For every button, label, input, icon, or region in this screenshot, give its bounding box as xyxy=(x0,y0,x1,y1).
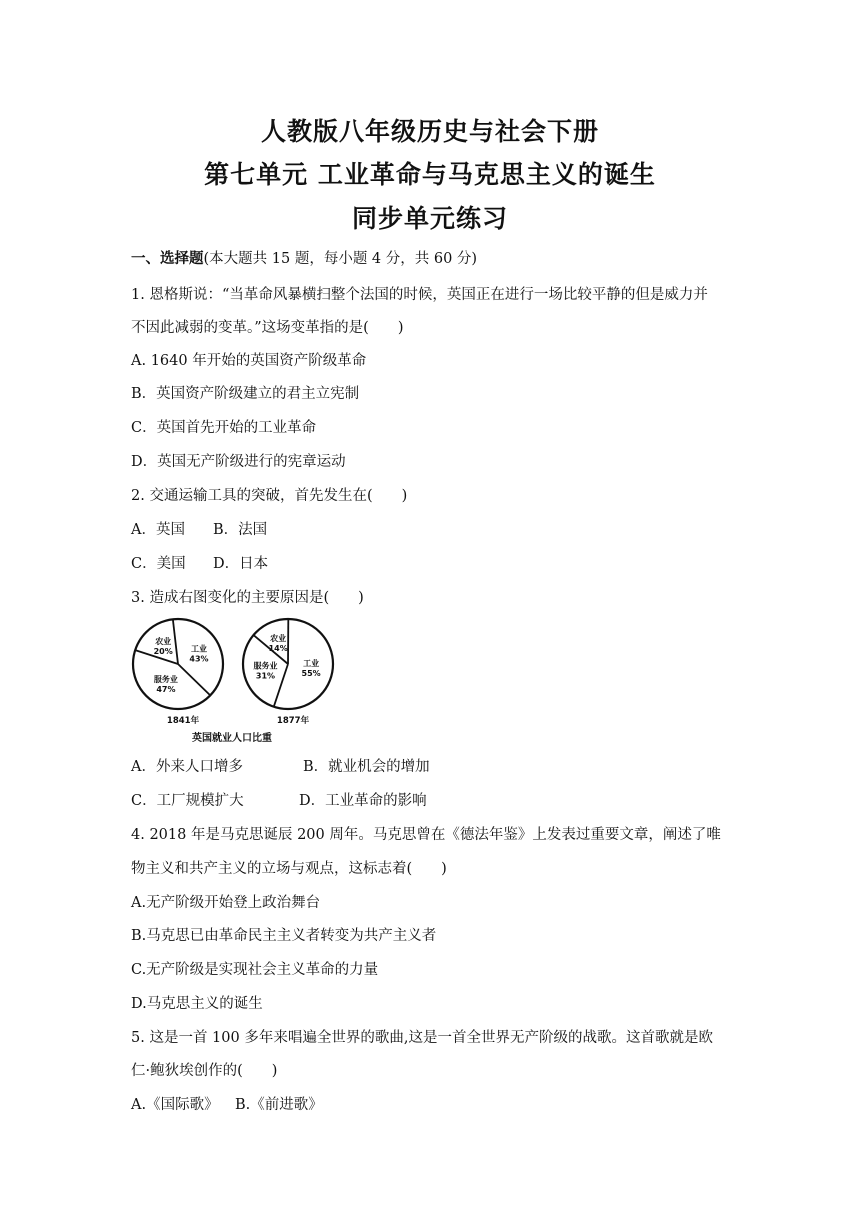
q3-stem: 3. 造成右图变化的主要原因是( ) xyxy=(131,590,364,606)
doc-title-line1: 人教版八年级历史与社会下册 xyxy=(260,117,599,146)
pie-slice-value-1-0: 14% xyxy=(268,643,288,653)
q3-option-c: C．工厂规模扩大 xyxy=(131,793,244,809)
q1-option-a: A. 1640 年开始的英国资产阶级革命 xyxy=(131,353,367,369)
q2-option-c: C．美国 xyxy=(131,556,186,572)
pie-slice-value-0-1: 43% xyxy=(189,654,209,664)
pie-slice-value-1-2: 31% xyxy=(255,671,276,681)
pie-year-label-1: 1877年 xyxy=(276,716,310,726)
q5-stem-line2: 仁·鲍狄埃创作的( ) xyxy=(131,1063,278,1079)
q1-option-c: C．英国首先开始的工业革命 xyxy=(131,420,317,436)
q4-option-c: C.无产阶级是实现社会主义革命的力量 xyxy=(131,962,379,978)
pie-figure-caption: 英国就业人口比重 xyxy=(192,733,272,744)
q4-stem-line1: 4. 2018 年是马克思诞辰 200 周年。马克思曾在《德法年鉴》上发表过重要文章，阐述了唯 xyxy=(131,827,721,843)
pie-divider-0-1 xyxy=(173,619,178,664)
pie-slice-label-1-0: 农业 xyxy=(270,633,287,643)
pie-divider-0-2 xyxy=(178,664,210,695)
q1-option-b: B．英国资产阶级建立的君主立宪制 xyxy=(131,386,360,402)
pie-slice-label-1-1: 工业 xyxy=(303,658,320,668)
q5-options-row1 xyxy=(131,1093,323,1114)
q2-stem: 2. 交通运输工具的突破，首先发生在( ) xyxy=(131,488,408,504)
q2-option-a: A．英国 xyxy=(131,522,185,538)
q4-stem-line2: 物主义和共产主义的立场与观点，这标志着( ) xyxy=(131,861,447,877)
q1-option-d: D．英国无产阶级进行的宪章运动 xyxy=(131,454,346,470)
q2-options-row2 xyxy=(131,552,268,573)
pie-slice-label-1-2: 服务业 xyxy=(253,661,278,671)
section-note: (本大题共 15 题，每小题 4 分，共 60 分) xyxy=(203,251,478,267)
pie-slice-value-0-2: 47% xyxy=(156,685,176,695)
q5-option-b: B.《前进歌》 xyxy=(235,1097,323,1113)
q3-options-row2 xyxy=(131,789,427,810)
pie-slice-label-0-0: 农业 xyxy=(155,636,172,646)
doc-title-line3: 同步单元练习 xyxy=(351,204,508,233)
q3-option-d: D．工业革命的影响 xyxy=(299,793,427,809)
q3-option-b: B．就业机会的增加 xyxy=(303,759,430,775)
q5-stem-line1: 5. 这是一首 100 多年来唱遍全世界的歌曲,这是一首全世界无产阶级的战歌。这首歌就是欧 xyxy=(131,1030,713,1046)
employment-pie-chart xyxy=(128,612,348,747)
q4-option-b: B.马克思已由革命民主主义者转变为共产主义者 xyxy=(131,928,437,944)
q3-options-row1 xyxy=(131,755,430,776)
q2-options-row1 xyxy=(131,518,267,539)
q2-option-b: B．法国 xyxy=(213,522,268,538)
section-header xyxy=(131,247,477,268)
pie-slice-label-0-2: 服务业 xyxy=(153,675,178,685)
q5-option-a: A.《国际歌》 xyxy=(131,1097,219,1113)
q1-stem-line1: 1. 恩格斯说：“当革命风暴横扫整个法国的时候，英国正在进行一场比较平静的但是威力并 xyxy=(131,287,708,303)
q4-option-d: D.马克思主义的诞生 xyxy=(131,996,263,1012)
pie-slice-value-0-0: 20% xyxy=(153,646,173,656)
doc-title-line2: 第七单元 工业革命与马克思主义的诞生 xyxy=(204,160,656,189)
q4-option-a: A.无产阶级开始登上政治舞台 xyxy=(131,895,321,911)
pie-year-label-0: 1841年 xyxy=(166,716,200,726)
pie-slice-value-1-1: 55% xyxy=(301,668,321,678)
q3-option-a: A．外来人口增多 xyxy=(131,759,243,775)
pie-slice-label-0-1: 工业 xyxy=(190,644,207,654)
employment-pie-figure xyxy=(128,612,348,747)
pie-divider-1-2 xyxy=(274,664,288,707)
q2-option-d: D．日本 xyxy=(213,556,269,572)
q1-stem-line2: 不因此减弱的变革。”这场变革指的是( ) xyxy=(131,320,404,336)
section-head: 一、选择题 xyxy=(131,251,204,267)
